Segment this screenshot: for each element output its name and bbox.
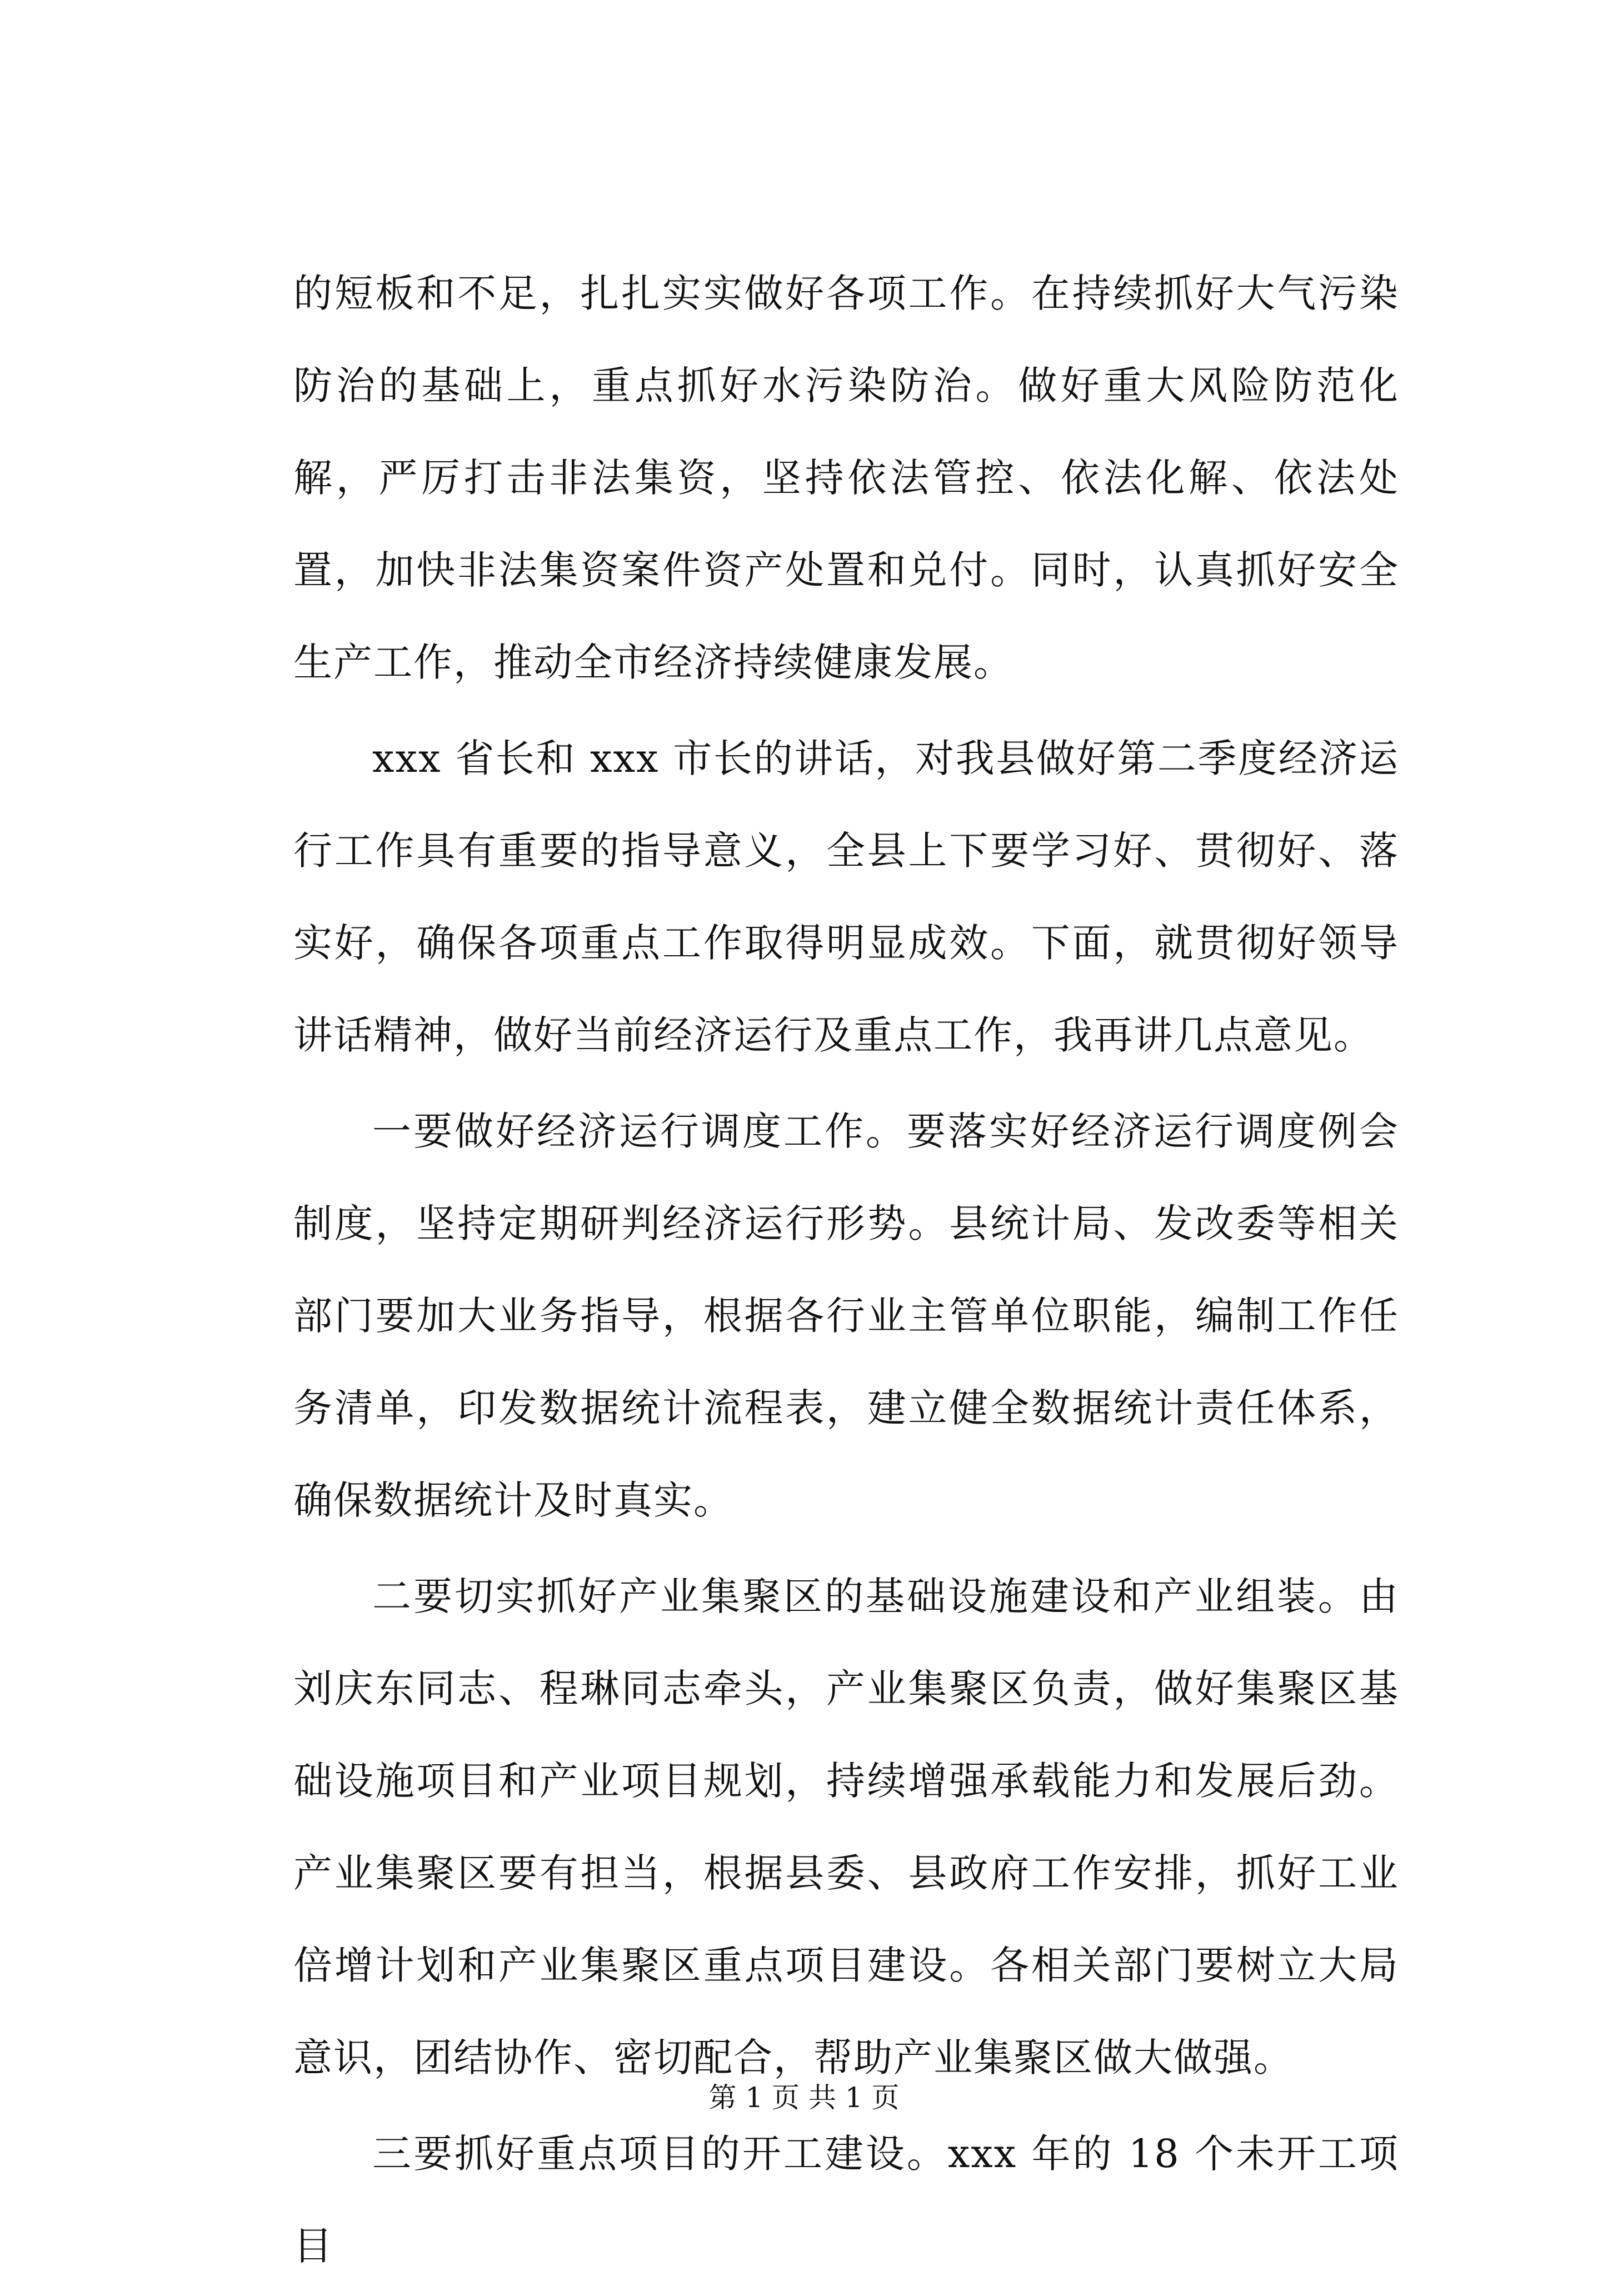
document-body <box>293 247 1399 2296</box>
page-number-footer: 第 1 页 共 1 页 <box>708 2082 900 2114</box>
paragraph-point-one: 一要做好经济运行调度工作。要落实好经济运行调度例会制度，坚持定期研判经济运行形势。县统计局、发改委等相关部门要加大业务指导，根据各行业主管单位职能，编制工作任务清单，印发数据统计流程表，建立健全数据统计责任体系，确保数据统计及时真实。 <box>293 1109 1399 1523</box>
paragraph-leaders-speech: xxx 省长和 xxx 市长的讲话，对我县做好第二季度经济运行工作具有重要的指导意义，全县上下要学习好、贯彻好、落实好，确保各项重点工作取得明显成效。下面，就贯彻好领导讲话精神，做好当前经济运行及重点工作，我再讲几点意见。 <box>293 736 1399 1058</box>
paragraph-point-three: 三要抓好重点项目的开工建设。xxx 年的 18 个未开工项目 <box>293 2131 1399 2269</box>
paragraph-point-two: 二要切实抓好产业集聚区的基础设施建设和产业组装。由刘庆东同志、程琳同志牵头，产业集聚区负责，做好集聚区基础设施项目和产业项目规划，持续增强承载能力和发展后劲。产业集聚区要有担当，根据县委、县政府工作安排，抓好工业倍增计划和产业集聚区重点项目建设。各相关部门要树立大局意识，团结协作、密切配合，帮助产业集聚区做大做强。 <box>293 1574 1399 2080</box>
paragraph-continued: 的短板和不足，扎扎实实做好各项工作。在持续抓好大气污染防治的基础上，重点抓好水污染防治。做好重大风险防范化解，严厉打击非法集资，坚持依法管控、依法化解、依法处置，加快非法集资案件资产处置和兑付。同时，认真抓好安全生产工作，推动全市经济持续健康发展。 <box>293 271 1399 685</box>
